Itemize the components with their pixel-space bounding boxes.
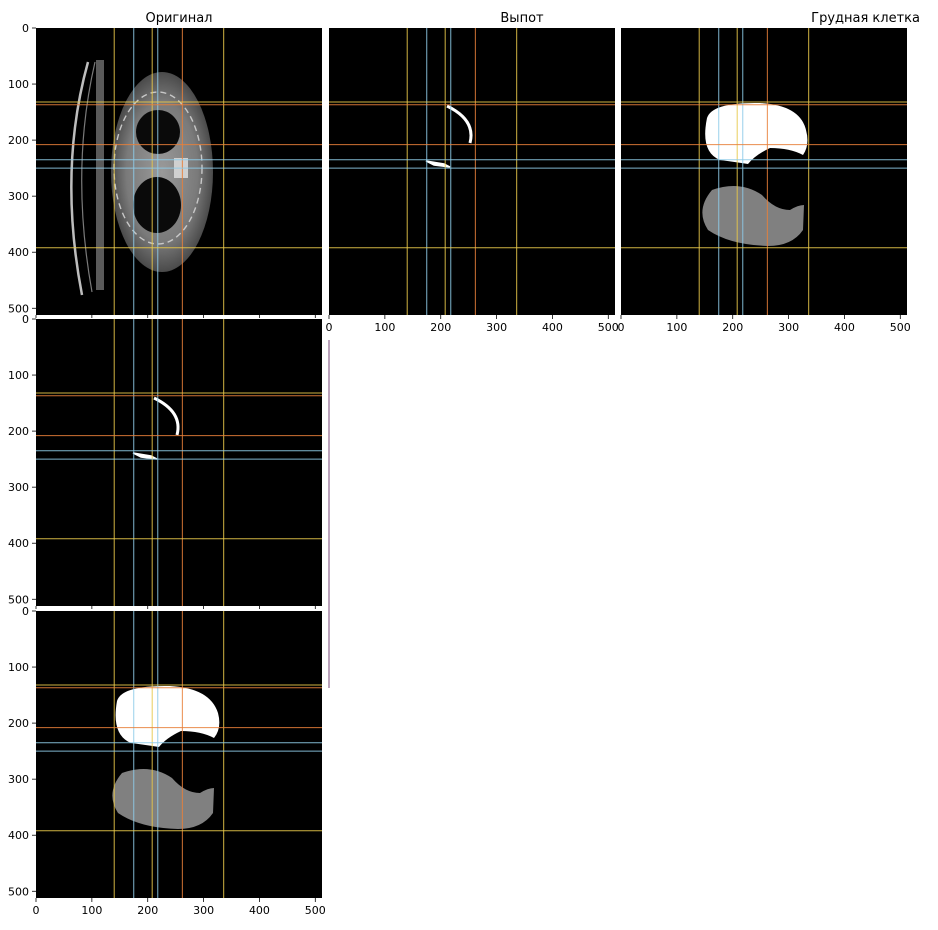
ct-lower-lung [133, 177, 181, 233]
y-tick-label: 0 [22, 605, 29, 618]
x-tick-label: 300 [486, 321, 508, 334]
image-background [329, 28, 615, 315]
y-tick-label: 200 [8, 425, 29, 439]
x-tick-label: 100 [374, 321, 396, 334]
y-tick-label: 500 [8, 885, 29, 899]
panel-chest-2 [36, 611, 322, 898]
y-tick-label: 100 [8, 78, 29, 92]
y-tick-label: 400 [8, 829, 29, 843]
panel-title-effusion: Выпот [500, 11, 544, 26]
x-tick-label: 500 [889, 321, 911, 334]
y-tick-label: 100 [8, 661, 29, 675]
x-tick-label: 300 [778, 321, 800, 334]
y-tick-label: 500 [8, 302, 29, 316]
panel-title-chest: Грудная клетка [811, 11, 920, 26]
x-tick-label: 200 [137, 904, 159, 917]
panel-effusion [329, 11, 615, 315]
x-tick-label: 0 [617, 321, 625, 334]
x-tick-label: 400 [541, 321, 563, 334]
x-tick-label: 400 [248, 904, 270, 917]
x-tick-label: 500 [304, 904, 326, 917]
x-tick-label: 500 [597, 321, 619, 334]
panel-effusion-2 [36, 319, 322, 606]
y-tick-label: 400 [8, 537, 29, 551]
x-tick-label: 200 [722, 321, 744, 334]
x-tick-label: 0 [32, 904, 40, 917]
image-background [36, 611, 322, 898]
panel-original [36, 11, 322, 315]
x-tick-label: 200 [430, 321, 452, 334]
y-tick-label: 0 [22, 22, 29, 35]
x-tick-label: 0 [325, 321, 333, 334]
x-tick-label: 300 [193, 904, 215, 917]
image-background [621, 28, 907, 315]
image-background [36, 319, 322, 606]
y-tick-label: 200 [8, 134, 29, 148]
panel-title-original: Оригинал [145, 11, 213, 26]
y-tick-label: 100 [8, 369, 29, 383]
y-tick-label: 300 [8, 481, 29, 495]
x-tick-label: 100 [666, 321, 688, 334]
ct-table-bars [96, 60, 104, 290]
y-tick-label: 300 [8, 773, 29, 787]
x-tick-label: 100 [81, 904, 103, 917]
x-tick-label: 400 [833, 321, 855, 334]
y-tick-label: 400 [8, 246, 29, 260]
y-tick-label: 500 [8, 593, 29, 607]
panel-chest [621, 11, 920, 315]
y-tick-label: 300 [8, 190, 29, 204]
y-tick-label: 200 [8, 717, 29, 731]
y-tick-label: 0 [22, 313, 29, 326]
